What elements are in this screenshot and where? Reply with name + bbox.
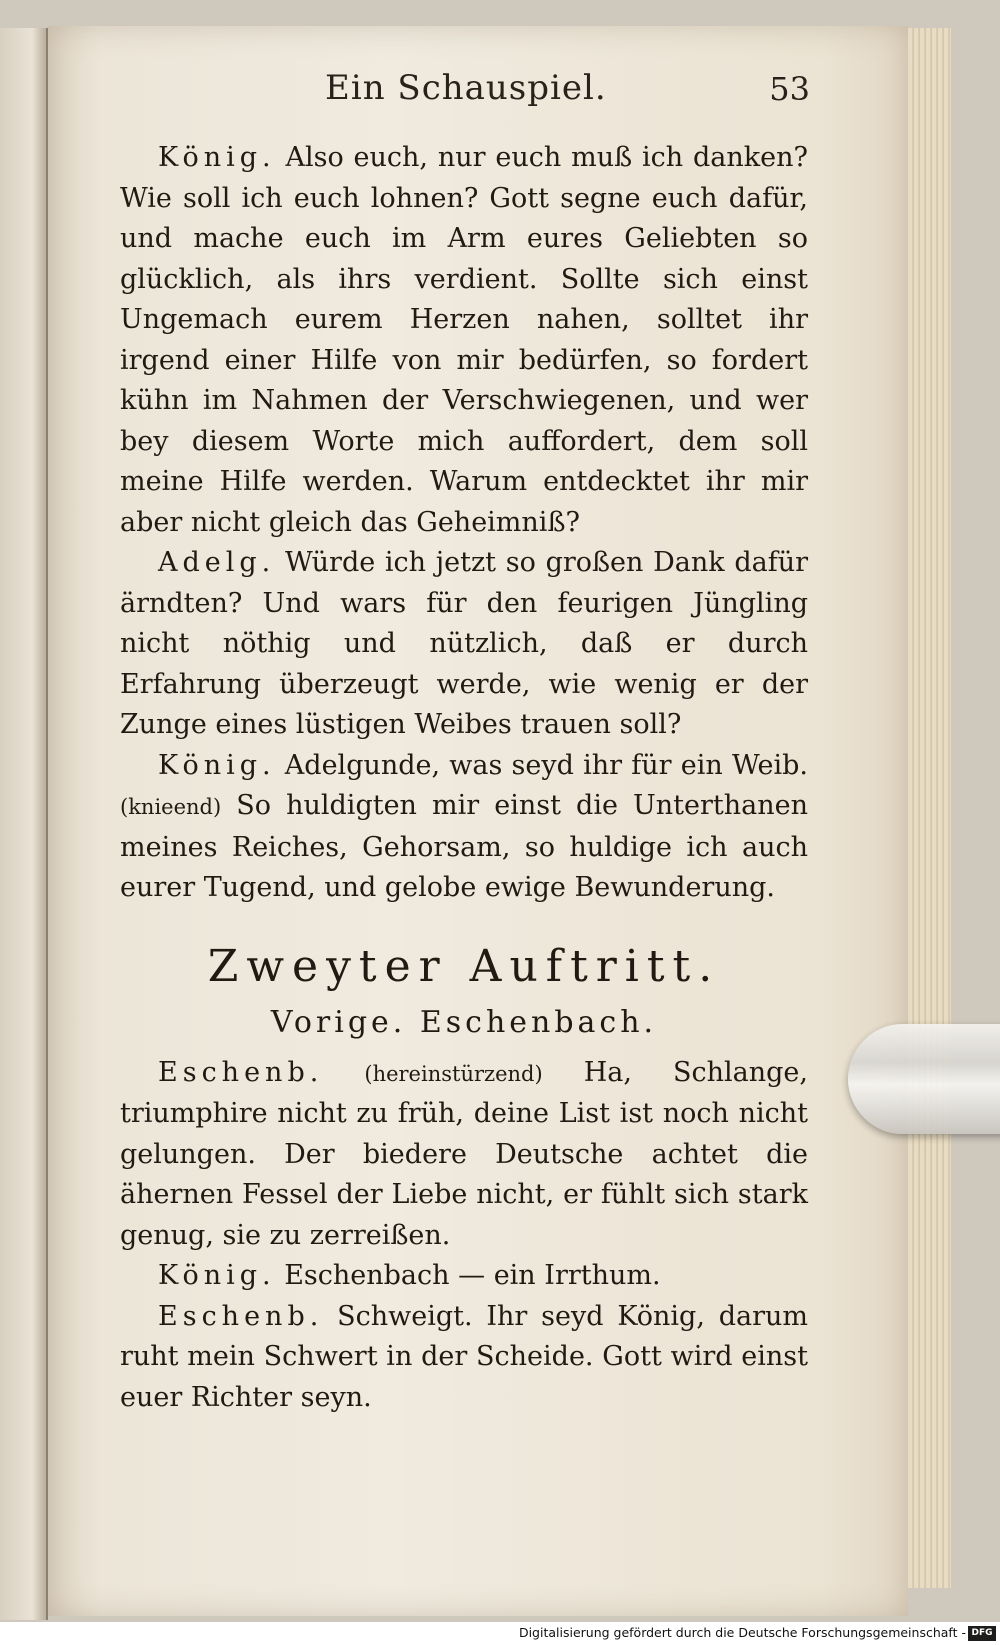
dialogue-paragraph xyxy=(120,138,808,543)
dialogue-text: Schweigt. Ihr seyd König, darum ruht mein Schwert in der Scheide. Gott wird einst euer Richter seyn. xyxy=(120,1300,808,1413)
speaker-label: König. xyxy=(158,1260,276,1291)
digitization-footer xyxy=(0,1622,1000,1645)
dialogue-paragraph xyxy=(120,746,808,909)
page-block-edges xyxy=(902,28,951,1588)
speaker-label: König. xyxy=(158,749,276,781)
running-head: Ein Schauspiel. xyxy=(325,68,607,108)
dialogue-paragraph xyxy=(120,543,808,746)
page-text xyxy=(120,138,808,1418)
dialogue-paragraph xyxy=(120,1256,808,1297)
page-header xyxy=(120,68,810,124)
funding-credit: Digitalisierung gefördert durch die Deutsche Forschungsgemeinschaft - xyxy=(518,1625,966,1640)
dialogue-text: So huldigten mir einst die Unterthanen meines Reiches, Gehorsam, so huldige ich auch eurer Tugend, und gelobe ewige Bewunderung. xyxy=(120,790,808,903)
scene-cast: Vorige. Eschenbach. xyxy=(270,1004,658,1040)
dialogue-text: Eschenbach — ein Irrthum. xyxy=(284,1260,661,1291)
dialogue-paragraph xyxy=(120,1297,808,1419)
speaker-label: König. xyxy=(158,142,276,173)
page-number: 53 xyxy=(769,70,810,108)
scene-title: Zweyter Auftritt. xyxy=(207,940,721,992)
speaker-label: Adelg. xyxy=(158,547,276,578)
dialogue-text: Also euch, nur euch muß ich danken? Wie soll ich euch lohnen? Gott segne euch dafür, und mache euch im Arm eures Geliebten so glücklich, als ihrs verdient. Sollte sich einst Ungemach eurem Herzen nahen, solltet ihr irgend einer Hilfe von mir bedürfen, so fordert kühn im Nahmen der Verschwiegenen, und wer bey diesem Worte mich auffordert, dem soll meine Hilfe werden. Warum entdecktet ihr mir aber nicht gleich das Geheimniß? xyxy=(120,142,808,538)
speaker-label: Eschenb. xyxy=(158,1056,324,1088)
left-page-edge xyxy=(0,28,48,1620)
dialogue-text: Adelgunde, was seyd ihr für ein Weib. xyxy=(284,749,808,781)
speaker-label: Eschenb. xyxy=(158,1300,324,1332)
stage-direction: (hereinstürzend) xyxy=(364,1061,543,1086)
dfg-logo-icon: DFG xyxy=(968,1626,996,1641)
dialogue-text: Ha, Schlange, triumphire nicht zu früh, deine List ist noch nicht gelungen. Der biedere Deutsche achtet die ähernen Fessel der Liebe nicht, er fühlt sich stark genug, sie zu zerreißen. xyxy=(120,1056,808,1251)
page-clip xyxy=(848,1024,1000,1134)
dialogue-text: Würde ich jetzt so großen Dank dafür ärndten? Und wars für den feurigen Jüngling nicht nöthig und nützlich, daß er durch Erfahrung überzeugt werde, wie wenig er der Zunge eines lüstigen Weibes trauen soll? xyxy=(120,547,808,740)
dialogue-paragraph xyxy=(120,1053,808,1257)
stage-direction: (knieend) xyxy=(120,795,222,819)
